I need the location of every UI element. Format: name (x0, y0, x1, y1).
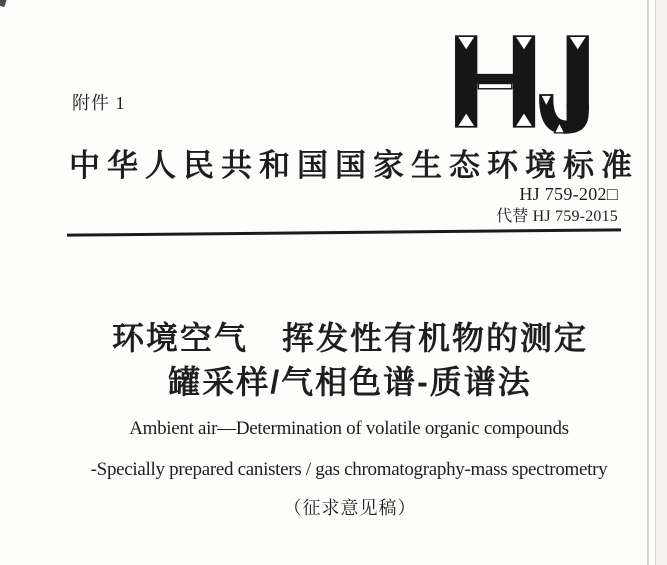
document-title-cn-line2: 罐采样/气相色谱-质谱法 (168, 364, 532, 400)
scan-corner-speck (0, 0, 7, 7)
standard-number: HJ 759-202□ (519, 184, 618, 204)
document-title-en-line1: Ambient air—Determination of volatile organic compounds (129, 418, 569, 439)
standard-replaces: 代替 HJ 759-2015 (496, 207, 618, 225)
attachment-label: 附件 1 (72, 93, 126, 113)
draft-note: （征求意见稿） (283, 498, 417, 518)
standard-number-block (496, 184, 618, 226)
document-title-en-line2: -Specially prepared canisters / gas chromatography-mass spectrometry (90, 459, 608, 480)
document-title-cn-line1: 环境空气 挥发性有机物的测定 (111, 320, 588, 356)
hj-logo-icon (453, 33, 597, 135)
standard-heading-cn: 中华人民共和国国家生态环境标准 (69, 148, 639, 183)
header-rule (67, 228, 621, 236)
